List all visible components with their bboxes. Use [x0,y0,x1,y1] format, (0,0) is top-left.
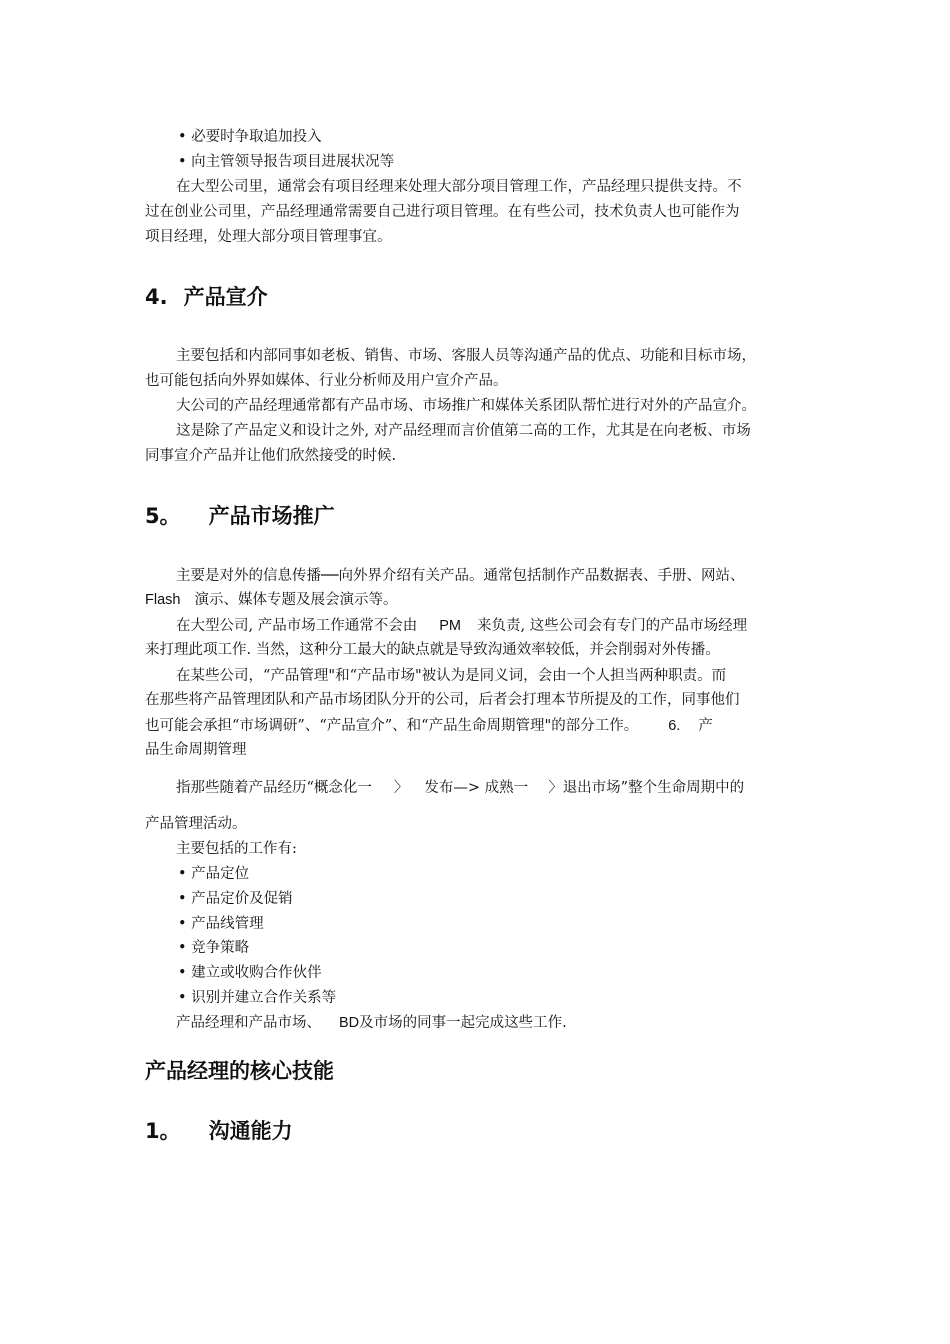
list-item: • 识别并建立合作关系等 [178,990,337,1006]
paragraph-text: 及市场的同事一起完成这些工作. [359,1015,567,1031]
section-title: 沟通能力 [208,1119,293,1143]
paragraph-line: 大公司的产品经理通常都有产品市场、市场推广和媒体关系团队帮忙进行对外的产品宣介。 [176,398,756,414]
pm-term: PM [439,618,461,634]
paragraph-line: 过在创业公司里，产品经理通常需要自己进行项目管理。在有些公司，技术负责人也可能作为 [145,204,740,220]
bullet-report: • 向主管领导报告项目进展状况等 [178,154,395,170]
paragraph-line: 这是除了产品定义和设计之外, 对产品经理而言价值第二高的工作，尤其是在向老板、市场 [176,423,751,439]
list-item: • 产品定位 [178,866,250,882]
core-skills-heading: 产品经理的核心技能 [145,1059,334,1083]
paragraph-text: 演示、媒体专题及展会演示等。 [194,592,398,608]
list-item: • 建立或收购合作伙伴 [178,965,322,981]
paragraph-line [176,1013,567,1033]
arrow-glyph: 〉 [548,780,563,796]
paragraph-line: 主要是对外的信息传播──向外界介绍有关产品。通常包括制作产品数据表、手册、网站、 [176,568,745,584]
paragraph-line: 主要包括的工作有: [176,841,297,857]
paragraph-line: 在大型公司里，通常会有项目经理来处理大部分项目管理工作，产品经理只提供支持。不 [176,179,742,195]
flash-term: Flash [145,592,181,608]
section-heading-5 [145,502,335,530]
paragraph-line: 在那些将产品管理团队和产品市场团队分开的公司，后者会打理本节所提及的工作，同事他们 [145,692,740,708]
bullet-funding: • 必要时争取追加投入 [178,129,322,145]
paragraph-line [145,590,397,610]
section-number-inline: 6. [668,718,681,734]
paragraph-text: 退出市场”整个生命周期中的 [562,780,745,796]
paragraph-line: 项目经理，处理大部分项目管理事宜。 [145,229,392,245]
section-number: 5。 [145,504,181,528]
paragraph-line: 产品管理活动。 [145,816,247,832]
paragraph-line [145,716,713,736]
list-item: • 产品线管理 [178,916,264,932]
paragraph-line: 也可能包括向外界如媒体、行业分析师及用户宣介产品。 [145,373,508,389]
paragraph-line: 在某些公司，“产品管理"和“产品市场"被认为是同义词，会由一个人担当两种职责。而 [176,668,727,684]
paragraph-text: 也可能会承担“市场调研”、“产品宣介”、和“产品生命周期管理"的部分工作。 [145,718,639,734]
paragraph-line [176,778,744,798]
paragraph-line: 来打理此项工作. 当然，这种分工最大的缺点就是导致沟通效率较低，并会削弱对外传播。 [145,642,720,658]
paragraph-line [176,616,747,636]
list-item: • 竞争策略 [178,940,250,956]
section-heading-4 [145,283,268,311]
paragraph-text: 指那些随着产品经历“概念化一 [176,780,372,796]
arrow-glyph: 〉 [393,780,409,796]
section-title: 产品市场推广 [208,504,335,528]
paragraph-line: 同事宣介产品并让他们欣然接受的时候. [145,448,397,464]
skill-heading-1 [145,1117,293,1145]
paragraph-line: 品生命周期管理 [145,742,247,758]
list-item: • 产品定价及促销 [178,891,293,907]
paragraph-text: 产品经理和产品市场、 [176,1015,321,1031]
paragraph-text: 在大型公司, 产品市场工作通常不会由 [176,618,418,634]
bd-term: BD [339,1015,360,1031]
paragraph-line: 主要包括和内部同事如老板、销售、市场、客服人员等沟通产品的优点、功能和目标市场， [176,348,756,364]
paragraph-text: 发布—> 成熟一 [424,780,529,796]
section-number: 1。 [145,1119,181,1143]
paragraph-text: 产 [698,718,713,734]
paragraph-text: 来负责, 这些公司会有专门的产品市场经理 [476,618,748,634]
section-number: 4. [145,285,168,309]
section-title: 产品宣介 [183,285,268,309]
